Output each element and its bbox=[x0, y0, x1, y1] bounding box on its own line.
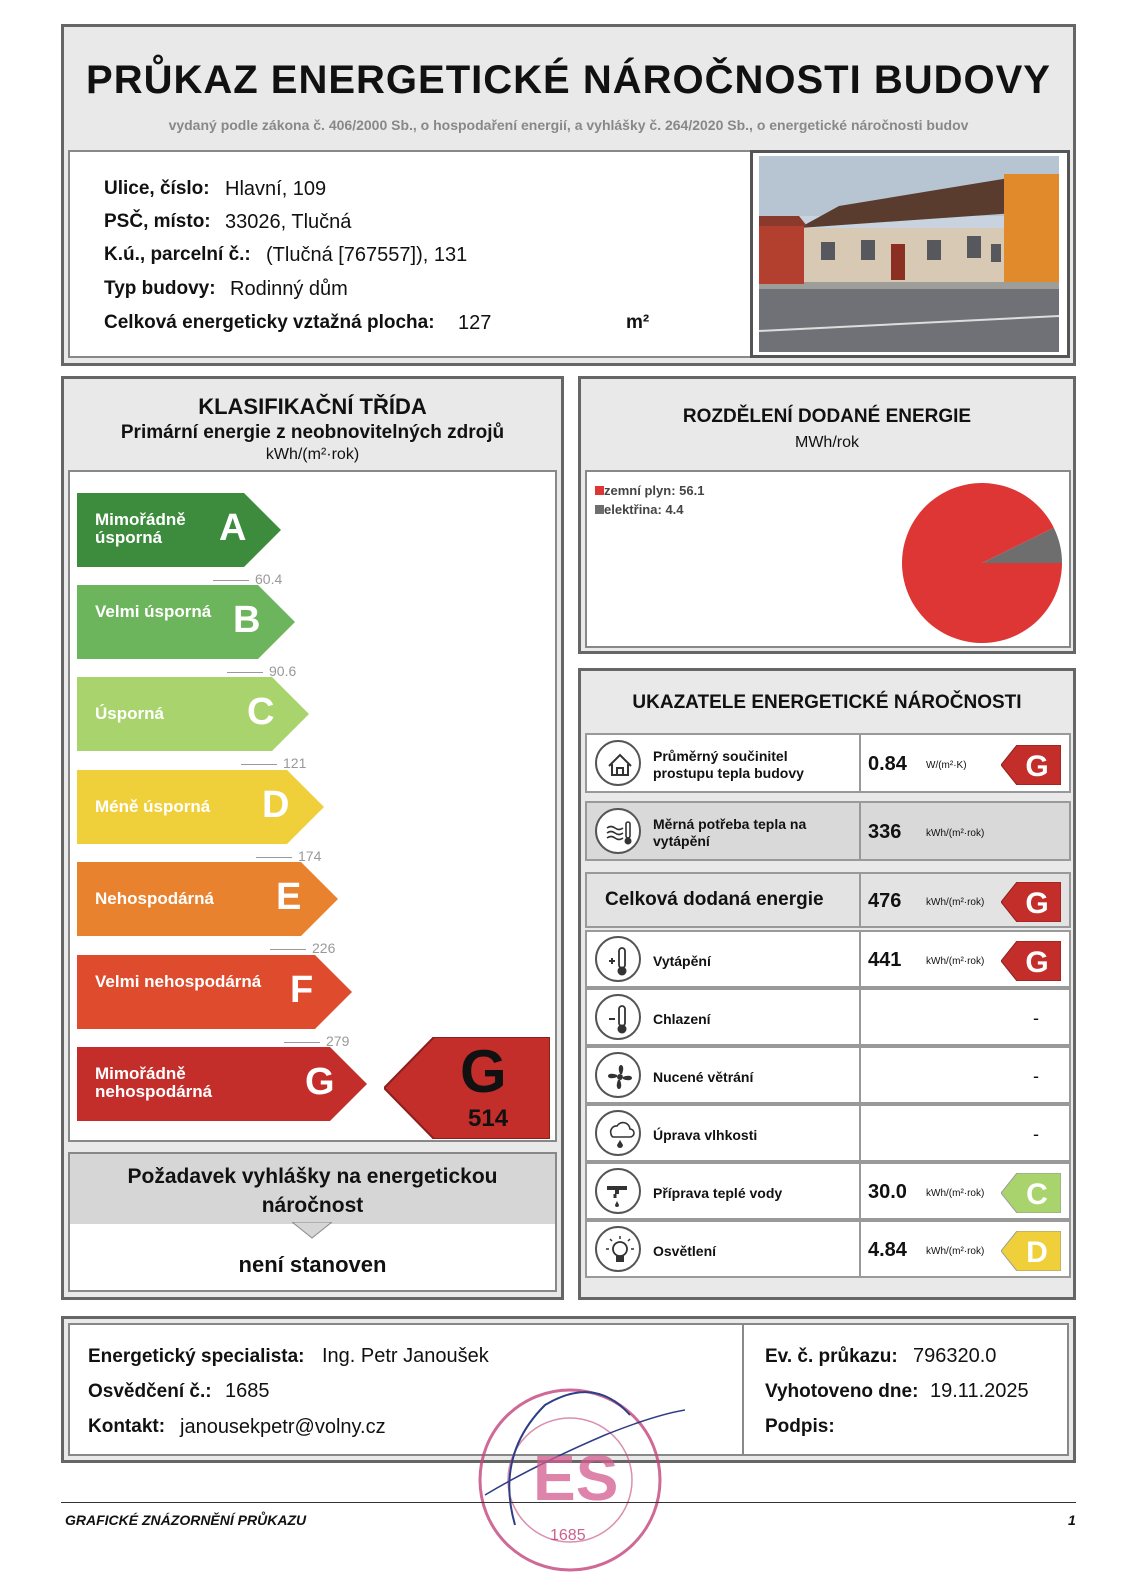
indicator-row bbox=[585, 1162, 1071, 1220]
contact-value: janousekpetr@volny.cz bbox=[180, 1416, 386, 1438]
indicator-unit: kWh/(m²·rok) bbox=[926, 896, 985, 908]
class-arrow-d bbox=[77, 770, 324, 844]
indicator-value: - bbox=[1033, 1124, 1039, 1144]
indicator-value: 30.0 bbox=[868, 1181, 907, 1203]
svg-text:1685: 1685 bbox=[550, 1527, 586, 1544]
class-arrow-c bbox=[77, 677, 309, 751]
class-name: Méně úsporná bbox=[95, 797, 211, 816]
indicator-value: 476 bbox=[868, 890, 902, 912]
class-badge-d bbox=[1001, 1231, 1061, 1276]
requirement-value: není stanoven bbox=[238, 1252, 387, 1277]
cert-label: Osvědčení č.: bbox=[88, 1381, 212, 1402]
indicator-name: Nucené větrání bbox=[653, 1068, 754, 1085]
indicator-value: 0.84 bbox=[868, 753, 907, 775]
indicators-title: UKAZATELE ENERGETICKÉ NÁROČNOSTI bbox=[632, 692, 1022, 713]
legend-value-electricity: 4.4 bbox=[665, 502, 684, 517]
indicator-unit: kWh/(m²·rok) bbox=[926, 827, 985, 839]
indicator-row bbox=[585, 1046, 1071, 1104]
house-icon bbox=[595, 740, 641, 786]
type-value: Rodinný dům bbox=[230, 278, 348, 300]
class-name: Nehospodárná bbox=[95, 889, 215, 908]
page-number: 1 bbox=[1068, 1512, 1076, 1528]
signature-label: Podpis: bbox=[765, 1416, 835, 1437]
heat-demand-icon bbox=[595, 808, 641, 854]
indicator-separator bbox=[859, 1106, 861, 1160]
class-threshold: 279 bbox=[284, 1033, 349, 1049]
indicator-separator bbox=[859, 1164, 861, 1218]
requirement-box bbox=[68, 1152, 557, 1292]
class-arrow-g bbox=[77, 1047, 367, 1121]
class-letter: A bbox=[219, 507, 247, 549]
class-arrow-f bbox=[77, 955, 352, 1029]
class-arrow-a bbox=[77, 493, 281, 567]
class-arrow-e bbox=[77, 862, 338, 936]
requirement-title: Požadavek vyhlášky na energetickou náročnost bbox=[127, 1165, 498, 1217]
class-letter: F bbox=[290, 969, 314, 1011]
svg-text:G: G bbox=[1025, 946, 1049, 979]
legend-label-electricity: elektřina bbox=[604, 502, 658, 517]
svg-text:G: G bbox=[1025, 887, 1049, 920]
legend-label-gas: zemní plyn bbox=[604, 483, 672, 498]
class-threshold: 90.6 bbox=[227, 663, 296, 679]
specialist-stamp bbox=[455, 1375, 685, 1585]
class-badge-g bbox=[1001, 882, 1061, 927]
fan-icon bbox=[595, 1052, 641, 1098]
ku-label: K.ú., parcelní č.: bbox=[104, 244, 251, 265]
distribution-title: ROZDĚLENÍ DODANÉ ENERGIE bbox=[682, 406, 972, 427]
indicator-value: 441 bbox=[868, 949, 902, 971]
lightbulb-icon bbox=[595, 1226, 641, 1272]
indicator-separator bbox=[859, 990, 861, 1044]
indicator-name: Úprava vlhkosti bbox=[653, 1126, 758, 1143]
indicator-value: 336 bbox=[868, 821, 902, 843]
class-threshold: 226 bbox=[270, 940, 335, 956]
psc-label: PSČ, místo: bbox=[104, 211, 211, 232]
thermometer-plus-icon bbox=[595, 936, 641, 982]
class-letter: B bbox=[233, 599, 261, 641]
result-value: 514 bbox=[468, 1105, 509, 1132]
indicator-name: Vytápění bbox=[653, 952, 711, 969]
indicator-unit: W/(m²·K) bbox=[926, 759, 967, 771]
indicator-row bbox=[585, 1220, 1071, 1278]
specialist-name-label: Energetický specialista: bbox=[88, 1346, 305, 1367]
area-unit: m² bbox=[626, 312, 650, 333]
cert-value: 1685 bbox=[225, 1380, 270, 1402]
specialist-name: Ing. Petr Janoušek bbox=[322, 1345, 489, 1367]
class-name: Úsporná bbox=[95, 704, 164, 723]
footer-label: GRAFICKÉ ZNÁZORNĚNÍ PRŮKAZU bbox=[65, 1512, 307, 1528]
class-name: Mimořádně úsporná bbox=[95, 510, 186, 547]
footer-rule bbox=[61, 1502, 1076, 1503]
indicator-value: 4.84 bbox=[868, 1239, 907, 1261]
pie-slice-gas bbox=[902, 483, 1062, 643]
class-badge-g bbox=[1001, 941, 1061, 986]
class-name: Mimořádně nehospodárná bbox=[95, 1064, 213, 1101]
indicator-name: Měrná potřeba tepla na vytápění bbox=[653, 816, 807, 849]
indicator-separator bbox=[859, 1222, 861, 1276]
indicator-separator bbox=[859, 1048, 861, 1102]
class-threshold: 174 bbox=[256, 848, 321, 864]
street-value: Hlavní, 109 bbox=[225, 178, 327, 200]
indicator-value: - bbox=[1033, 1008, 1039, 1028]
indicator-row bbox=[585, 801, 1071, 861]
indicator-unit: kWh/(m²·rok) bbox=[926, 1187, 985, 1199]
classification-subtitle: Primární energie z neobnovitelných zdrojů bbox=[120, 422, 505, 443]
indicator-name: Osvětlení bbox=[653, 1242, 717, 1259]
ev-label: Ev. č. průkazu: bbox=[765, 1346, 898, 1367]
date-label: Vyhotoveno dne: bbox=[765, 1381, 919, 1402]
area-value: 127 bbox=[458, 312, 492, 334]
class-name: Velmi úsporná bbox=[95, 602, 212, 621]
class-threshold: 60.4 bbox=[213, 571, 282, 587]
energy-pie-chart bbox=[897, 478, 1067, 648]
indicator-name: Průměrný součinitel prostupu tepla budovy bbox=[653, 748, 804, 781]
thermometer-minus-icon bbox=[595, 994, 641, 1040]
legend-item-electricity: elektřina: 4.4 bbox=[595, 502, 684, 517]
faucet-icon bbox=[595, 1168, 641, 1214]
indicator-separator bbox=[859, 932, 861, 986]
psc-value: 33026, Tlučná bbox=[225, 211, 352, 233]
building-photo bbox=[750, 150, 1070, 358]
legend-value-gas: 56.1 bbox=[679, 483, 705, 498]
class-threshold: 121 bbox=[241, 755, 306, 771]
page-title: PRŮKAZ ENERGETICKÉ NÁROČNOSTI BUDOVY bbox=[86, 58, 1051, 102]
indicator-name: Celková dodaná energie bbox=[605, 889, 824, 910]
contact-label: Kontakt: bbox=[88, 1416, 166, 1437]
classification-unit: kWh/(m²·rok) bbox=[265, 446, 360, 463]
indicator-separator bbox=[859, 803, 861, 859]
class-letter: E bbox=[276, 876, 302, 918]
class-letter: C bbox=[247, 691, 275, 733]
type-label: Typ budovy: bbox=[104, 278, 216, 299]
indicator-unit: kWh/(m²·rok) bbox=[926, 1245, 985, 1257]
distribution-unit: MWh/rok bbox=[795, 434, 859, 451]
indicator-value: - bbox=[1033, 1066, 1039, 1086]
svg-text:C: C bbox=[1026, 1178, 1048, 1211]
class-name: Velmi nehospodárná bbox=[95, 972, 262, 991]
classification-title: KLASIFIKAČNÍ TŘÍDA bbox=[198, 394, 427, 419]
requirement-pointer bbox=[292, 1222, 332, 1240]
class-badge-g bbox=[1001, 745, 1061, 790]
svg-text:D: D bbox=[1026, 1236, 1048, 1269]
class-badge-c bbox=[1001, 1173, 1061, 1218]
class-arrow-b bbox=[77, 585, 295, 659]
indicator-name: Chlazení bbox=[653, 1010, 711, 1027]
result-letter: G bbox=[460, 1038, 507, 1105]
humidity-icon bbox=[595, 1110, 641, 1156]
area-label: Celková energeticky vztažná plocha: bbox=[104, 312, 435, 333]
indicator-name: Příprava teplé vody bbox=[653, 1184, 783, 1201]
indicator-row bbox=[585, 1104, 1071, 1162]
legend-swatch-electricity bbox=[595, 505, 604, 514]
street-label: Ulice, číslo: bbox=[104, 178, 210, 199]
indicator-row bbox=[585, 988, 1071, 1046]
indicator-row bbox=[585, 733, 1071, 793]
ev-value: 796320.0 bbox=[913, 1345, 997, 1367]
legend-swatch-gas bbox=[595, 486, 604, 495]
indicator-row bbox=[585, 872, 1071, 928]
page-subtitle: vydaný podle zákona č. 406/2000 Sb., o hospodaření energií, a vyhlášky č. 264/2020 Sb., o energetické náročnosti budov bbox=[168, 117, 969, 133]
date-value: 19.11.2025 bbox=[930, 1380, 1029, 1402]
svg-text:ES: ES bbox=[533, 1442, 619, 1514]
indicator-separator bbox=[859, 735, 861, 791]
indicator-unit: kWh/(m²·rok) bbox=[926, 955, 985, 967]
ku-value: (Tlučná [767557]), 131 bbox=[266, 244, 468, 266]
indicator-separator bbox=[859, 874, 861, 926]
result-arrow bbox=[384, 1037, 550, 1139]
indicator-row bbox=[585, 930, 1071, 988]
legend-item-gas: zemní plyn: 56.1 bbox=[595, 483, 704, 498]
class-letter: G bbox=[305, 1061, 335, 1103]
svg-text:G: G bbox=[1025, 750, 1049, 783]
class-letter: D bbox=[262, 784, 290, 826]
